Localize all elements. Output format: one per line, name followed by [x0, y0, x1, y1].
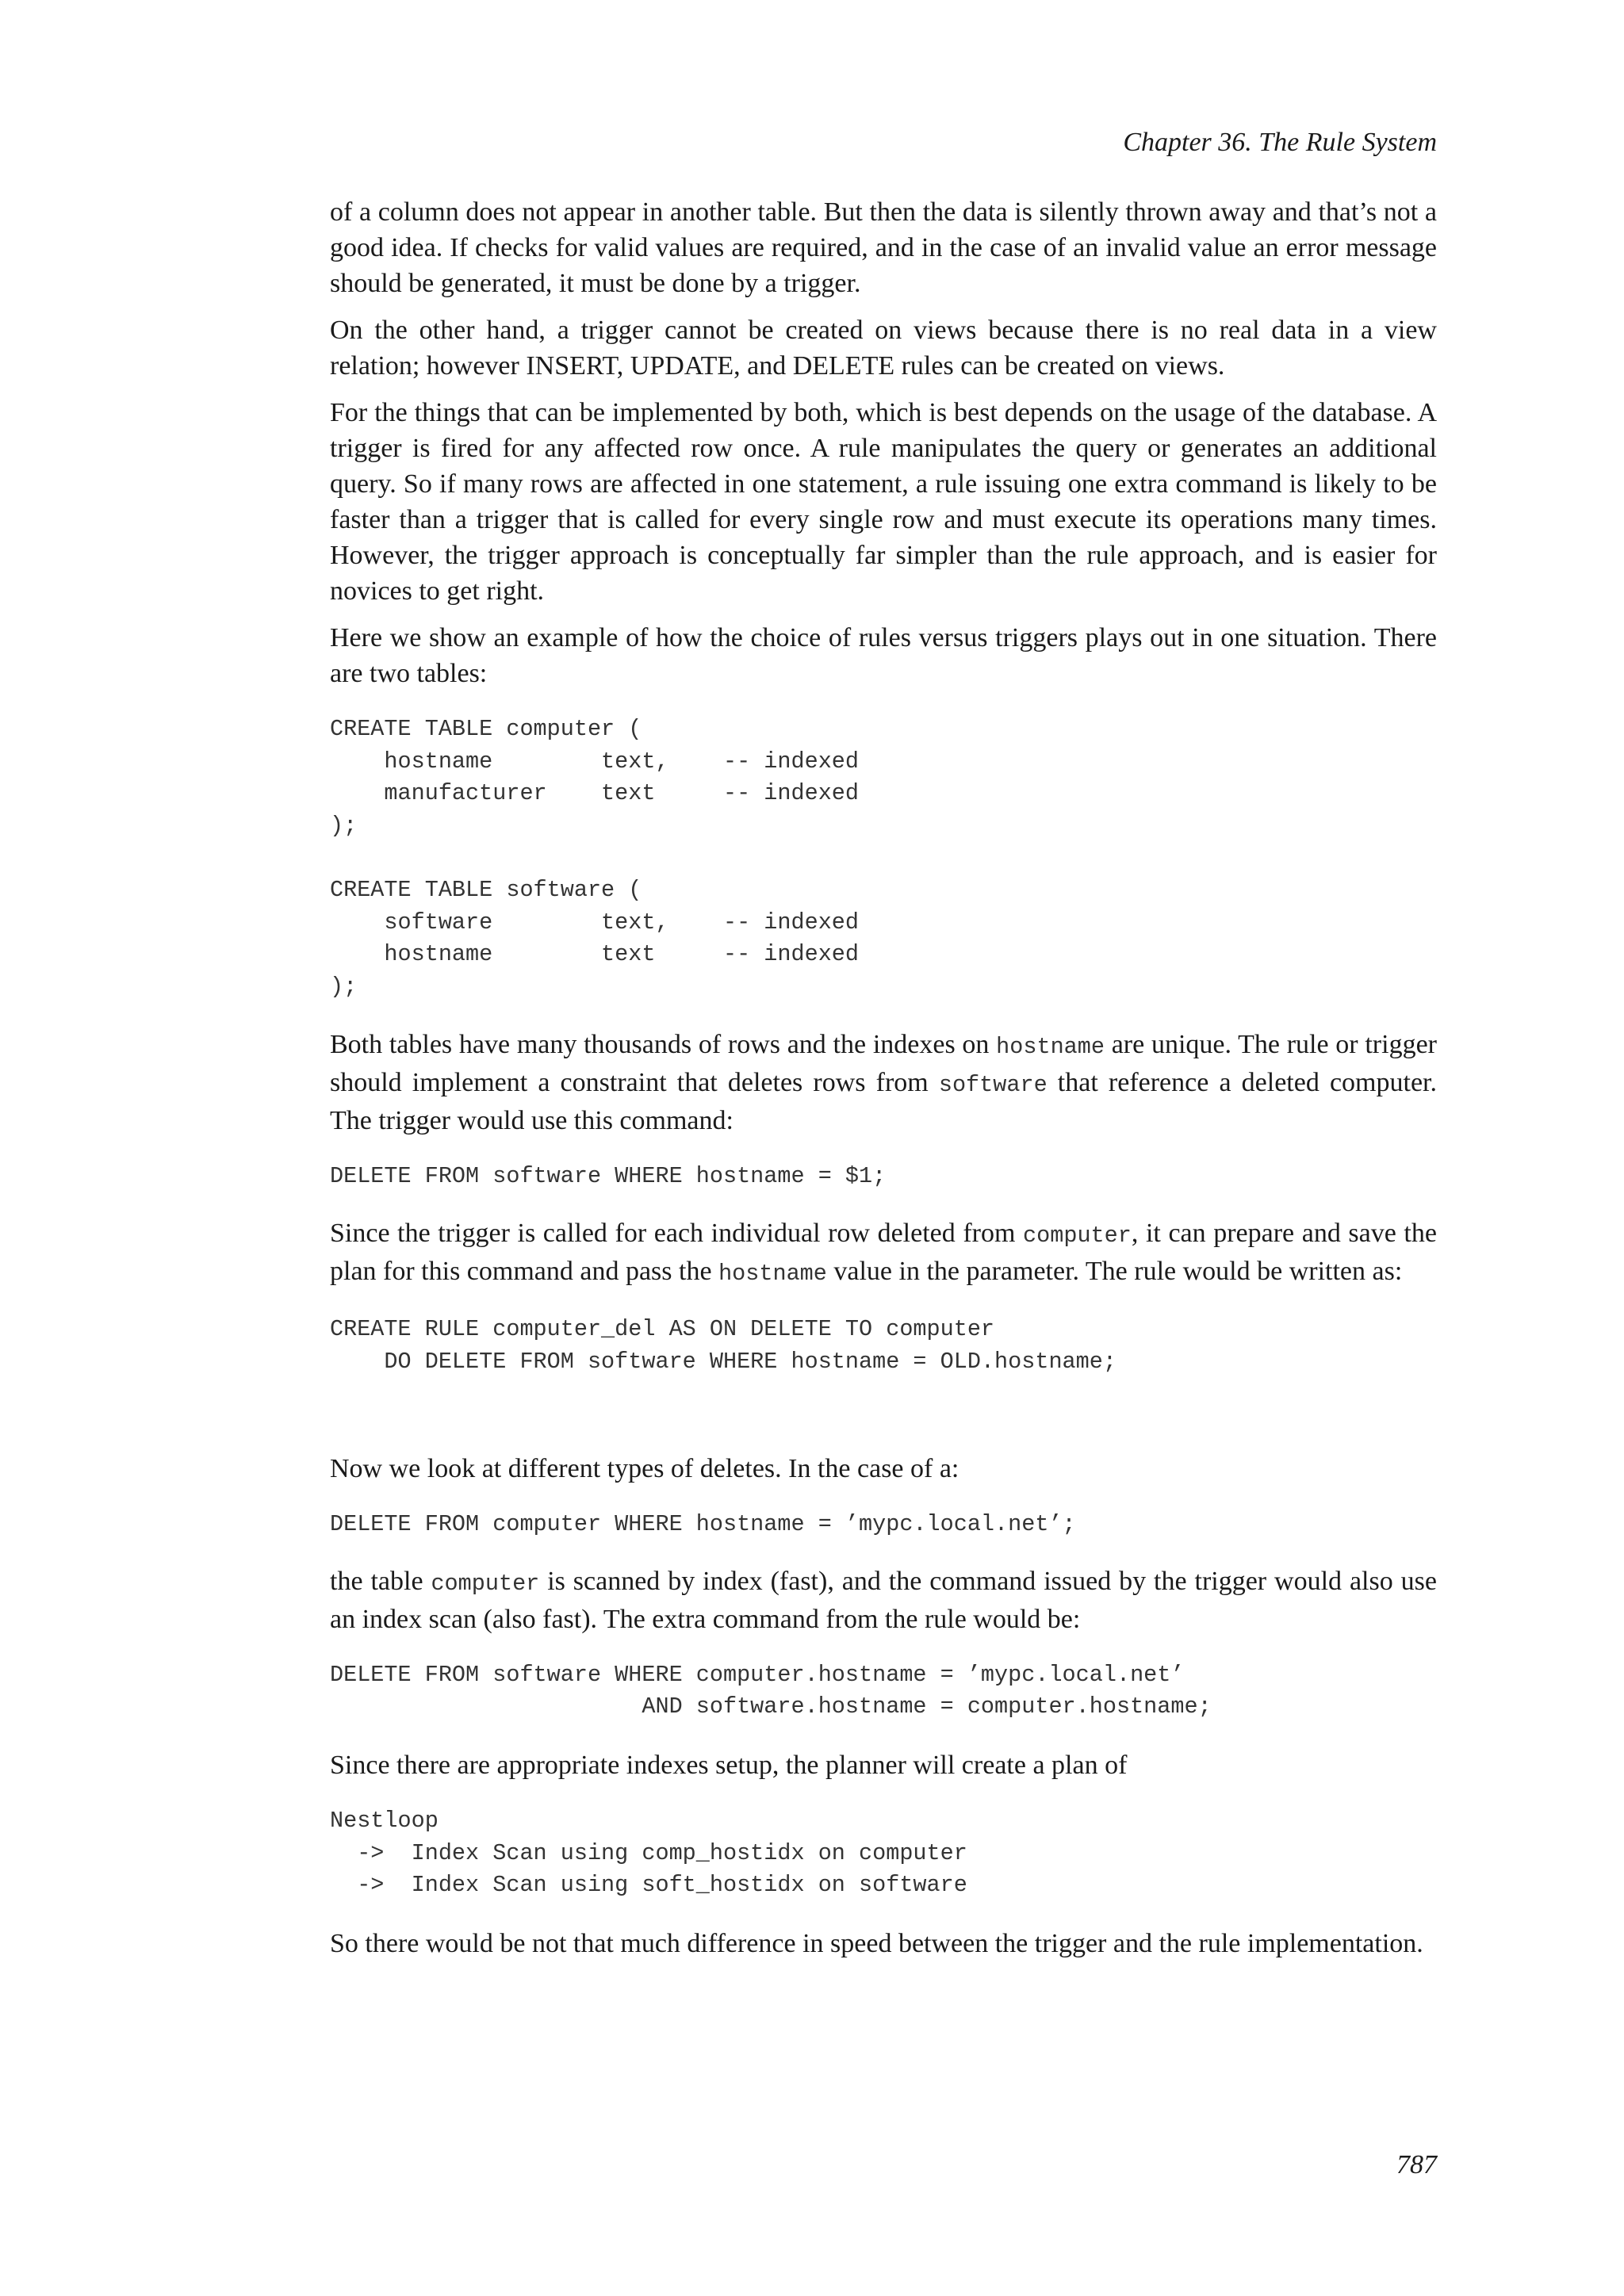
- paragraph-text: the table: [330, 1566, 431, 1596]
- code-delete-computer: DELETE FROM computer WHERE hostname = ’mypc.local.net’;: [330, 1511, 1076, 1538]
- paragraph-views-triggers: On the other hand, a trigger cannot be created on views because there is no real data in a view relation; however INSERT, UPDATE, and DELETE rules can be created on views.: [330, 316, 1437, 381]
- code-query-plan: Nestloop -> Index Scan using comp_hostidx on computer -> Index Scan using soft_hostidx on software: [330, 1807, 967, 1899]
- inline-code: computer: [431, 1570, 540, 1597]
- paragraph-data-thrown-away: of a column does not appear in another table. But then the data is silently thrown away and that’s not a good idea. If checks for valid values are required, and in the case of an invalid value an error message should be generated, it must be done by a trigger.: [330, 197, 1437, 298]
- paragraph-text: value in the parameter. The rule would be written as:: [826, 1256, 1403, 1286]
- paragraph-both-tables: [330, 1027, 1437, 1138]
- code-rule-extra-command: DELETE FROM software WHERE computer.hostname = ’mypc.local.net’ AND software.hostname = computer.hostname;: [330, 1661, 1212, 1720]
- running-header: Chapter 36. The Rule System: [1123, 128, 1437, 157]
- paragraph-types-of-deletes: Now we look at different types of deletes. In the case of a:: [330, 1454, 959, 1484]
- page-content: [330, 194, 1437, 1961]
- paragraph-text: is scanned by index (fast), and the command issued by the trigger would also use an index scan (also fast). The extra command from the rule would be:: [330, 1566, 1437, 1634]
- inline-code: hostname: [718, 1260, 827, 1287]
- paragraph-conclusion: So there would be not that much difference in speed between the trigger and the rule implementation.: [330, 1928, 1423, 1958]
- inline-code: hostname: [996, 1034, 1105, 1061]
- code-trigger-delete: DELETE FROM software WHERE hostname = $1;: [330, 1163, 887, 1190]
- paragraph-text: that reference a deleted computer. The trigger would use this command:: [330, 1068, 1437, 1136]
- code-create-tables: CREATE TABLE computer ( hostname text, -- indexed manufacturer text -- indexed ); CREATE TABLE software ( software text, -- indexed hostname text -- indexed );: [330, 716, 860, 1000]
- paragraph-trigger-called: [330, 1215, 1437, 1292]
- paragraph-text: Since the trigger is called for each individual row deleted from: [330, 1218, 1024, 1248]
- paragraph-text: , it can prepare and save the plan for this command and pass the: [330, 1218, 1437, 1286]
- paragraph-text: Both tables have many thousands of rows and the indexes on: [330, 1030, 997, 1060]
- paragraph-text: are unique. The rule or trigger should implement a constraint that deletes rows from: [330, 1030, 1437, 1098]
- inline-code: software: [938, 1072, 1048, 1099]
- inline-code: computer: [1023, 1222, 1132, 1249]
- paragraph-index-scan: [330, 1563, 1437, 1637]
- code-create-rule: CREATE RULE computer_del AS ON DELETE TO computer DO DELETE FROM software WHERE hostname = OLD.hostname;: [330, 1315, 1116, 1375]
- page-number: 787: [1396, 2150, 1437, 2179]
- paragraph-which-is-best: For the things that can be implemented by both, which is best depends on the usage of the database. A trigger is fired for any affected row once. A rule manipulates the query or generates an additional query. So if many rows are affected in one statement, a rule issuing one extra command is likely to be faster than a trigger that is called for every single row and must execute its operations many times. However, the trigger approach is conceptually far simpler than the rule approach, and is easier for novices to get right.: [330, 398, 1437, 606]
- paragraph-planner: Since there are appropriate indexes setup, the planner will create a plan of: [330, 1750, 1128, 1780]
- paragraph-example-intro: Here we show an example of how the choice of rules versus triggers plays out in one situation. There are two tables:: [330, 623, 1437, 688]
